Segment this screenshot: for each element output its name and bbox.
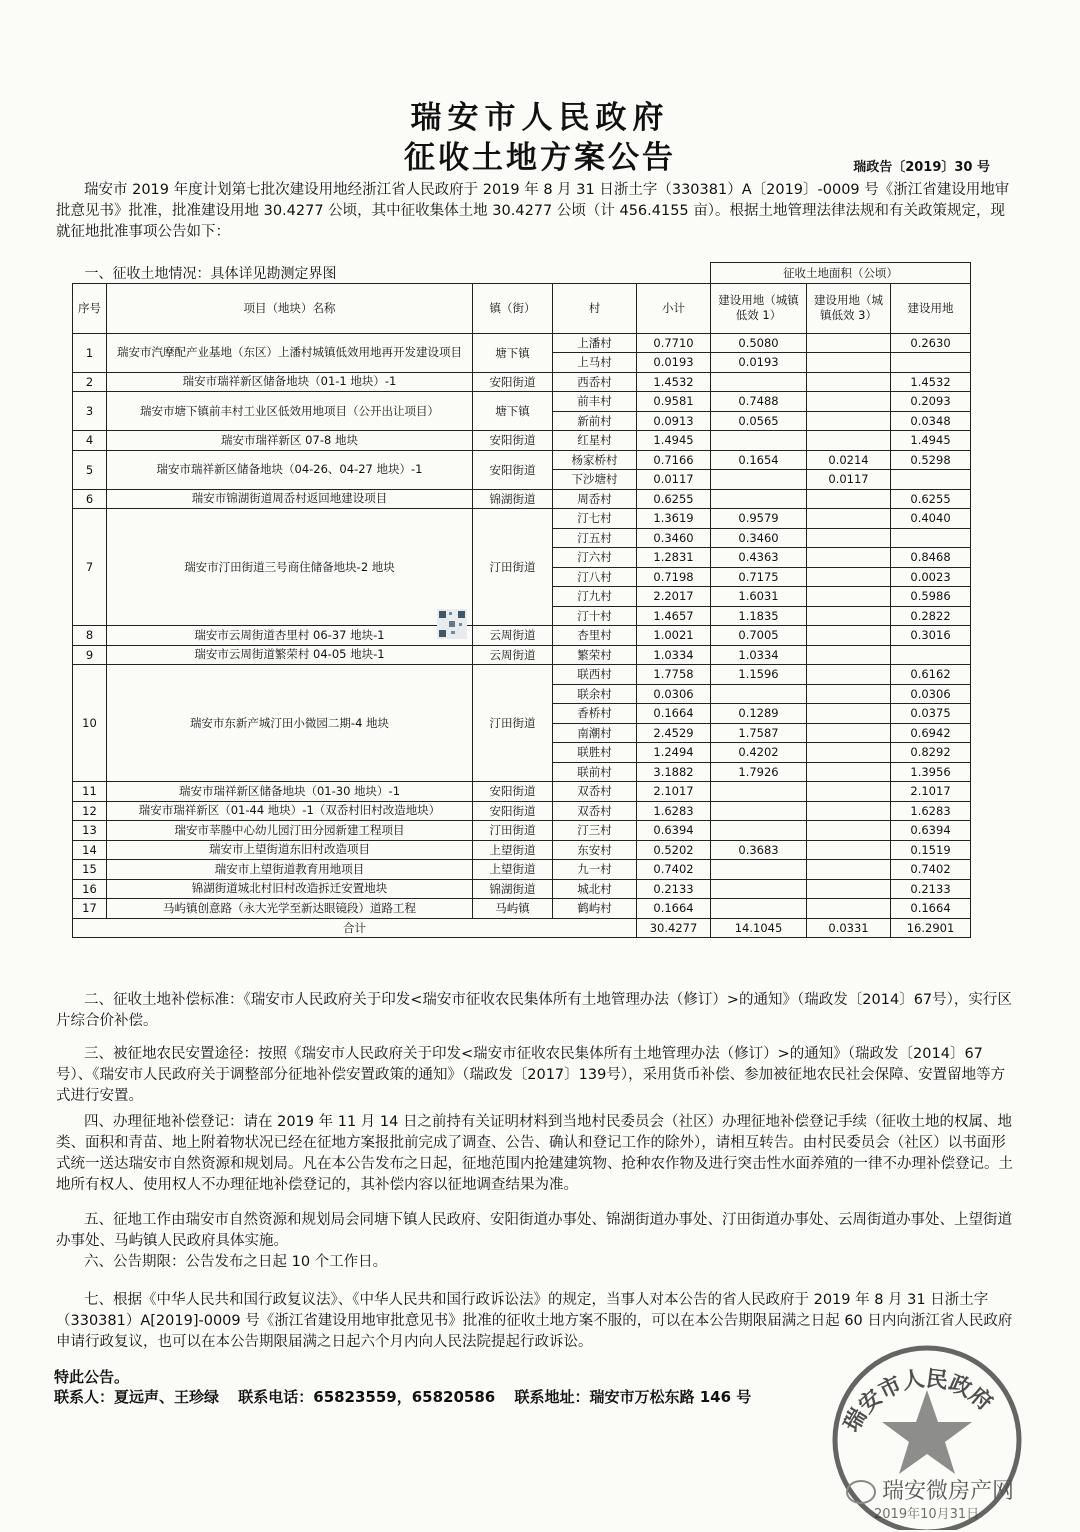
header-build3: 建设用地（城镇低效 3） [807, 283, 891, 333]
row-build: 2.1017 [891, 782, 971, 802]
row-build: 0.0306 [891, 684, 971, 704]
row-build: 0.2133 [891, 879, 971, 899]
row-seq: 11 [73, 782, 107, 802]
row-seq: 6 [73, 489, 107, 509]
row-build: 0.6162 [891, 665, 971, 685]
row-build3 [807, 782, 891, 802]
paragraph-compensation-standard: 二、征收土地补偿标准：《瑞安市人民政府关于印发<瑞安市征收农民集体所有土地管理办法（修订）>的通知》（瑞政发〔2014〕67号），实行区片综合价补偿。 [56, 992, 1012, 1029]
row-build3 [807, 587, 891, 607]
row-project: 瑞安市瑞祥新区（01-44 地块）-1（双岙村旧村改造地块） [107, 801, 473, 821]
row-town: 上望街道 [473, 860, 553, 880]
row-build: 0.4040 [891, 509, 971, 529]
row-village: 汀六村 [553, 548, 637, 568]
row-build1: 1.1835 [711, 606, 807, 626]
table-row [73, 450, 971, 470]
row-build3 [807, 801, 891, 821]
row-subtotal: 0.9581 [637, 392, 711, 412]
row-village: 双岙村 [553, 782, 637, 802]
row-town: 云周街道 [473, 645, 553, 665]
paragraph-notice-period: 六、公告期限：公告发布之日起 10 个工作日。 [84, 1254, 388, 1270]
row-subtotal: 1.7758 [637, 665, 711, 685]
row-build3: 0.0214 [807, 450, 891, 470]
row-seq: 3 [73, 392, 107, 431]
row-build: 0.8292 [891, 743, 971, 763]
row-build3 [807, 392, 891, 412]
row-build1: 0.0193 [711, 353, 807, 373]
row-town: 锦湖街道 [473, 489, 553, 509]
table-row [73, 840, 971, 860]
row-town: 安阳街道 [473, 801, 553, 821]
row-seq: 14 [73, 840, 107, 860]
row-build: 0.7402 [891, 860, 971, 880]
table-row [73, 392, 971, 412]
table-row [73, 509, 971, 529]
row-project: 瑞安市瑞祥新区 07-8 地块 [107, 431, 473, 451]
row-town: 汀田街道 [473, 665, 553, 782]
row-project: 瑞安市瑞祥新区储备地块（04-26、04-27 地块）-1 [107, 450, 473, 489]
intro-paragraph: 瑞安市 2019 年度计划第七批次建设用地经浙江省人民政府于 2019 年 8 月 31 日浙土字（330381）A〔2019〕-0009 号《浙江省建设用地审批意见书》批准，批准建设用地 30.4277 公顷，其中征收集体土地 30.4277 公顷（计 456.4155 亩）。根据土地管理法律法规和有关政策规定，现就征地批准事项公告如下： [56, 182, 1010, 240]
row-build1 [711, 372, 807, 392]
row-subtotal: 1.4945 [637, 431, 711, 451]
row-seq: 15 [73, 860, 107, 880]
row-project: 马屿镇创意路（永大光学至新达眼镜段）道路工程 [107, 899, 473, 919]
row-town: 上望街道 [473, 840, 553, 860]
row-build: 0.5986 [891, 587, 971, 607]
row-subtotal: 0.0193 [637, 353, 711, 373]
row-build [891, 645, 971, 665]
row-seq: 4 [73, 431, 107, 451]
svg-text:2019年10月31日: 2019年10月31日 [874, 1507, 980, 1522]
row-project: 瑞安市汀田街道三号商住储备地块-2 地块 [107, 509, 473, 626]
row-village: 汀五村 [553, 528, 637, 548]
row-village: 鹤屿村 [553, 899, 637, 919]
row-build1 [711, 782, 807, 802]
closing-line: 特此公告。 [54, 1368, 130, 1386]
notice-title-line2: 征收土地方案公告 [404, 140, 676, 176]
row-subtotal: 0.1664 [637, 704, 711, 724]
row-village: 南潮村 [553, 723, 637, 743]
row-seq: 1 [73, 333, 107, 372]
row-build: 0.6942 [891, 723, 971, 743]
table-row [73, 879, 971, 899]
row-build1: 1.1596 [711, 665, 807, 685]
row-build1 [711, 431, 807, 451]
row-build1: 0.7488 [711, 392, 807, 412]
section1-title: 一、征收土地情况：具体详见勘测定界图 [84, 265, 337, 282]
row-build1: 0.7005 [711, 626, 807, 646]
row-build3 [807, 860, 891, 880]
row-build: 0.2822 [891, 606, 971, 626]
row-village: 上马村 [553, 353, 637, 373]
row-build1: 0.0565 [711, 411, 807, 431]
row-build3 [807, 704, 891, 724]
row-subtotal: 1.3619 [637, 509, 711, 529]
row-build1: 0.3460 [711, 528, 807, 548]
row-town: 云周街道 [473, 626, 553, 646]
qr-code-icon [437, 609, 467, 639]
row-subtotal: 0.2133 [637, 879, 711, 899]
row-subtotal: 1.2831 [637, 548, 711, 568]
row-build1: 1.7587 [711, 723, 807, 743]
contact-address: 联系地址：瑞安市万松东路 146 号 [514, 1388, 752, 1406]
row-build3 [807, 879, 891, 899]
row-build1 [711, 684, 807, 704]
row-subtotal: 0.7402 [637, 860, 711, 880]
row-build3 [807, 645, 891, 665]
row-seq: 8 [73, 626, 107, 646]
row-build3 [807, 411, 891, 431]
row-village: 联余村 [553, 684, 637, 704]
header-village: 村 [553, 283, 637, 333]
row-build: 0.3016 [891, 626, 971, 646]
table-row [73, 489, 971, 509]
row-village: 汀三村 [553, 821, 637, 841]
table-row [73, 372, 971, 392]
row-build3 [807, 548, 891, 568]
row-build [891, 353, 971, 373]
row-seq: 2 [73, 372, 107, 392]
row-build3 [807, 372, 891, 392]
row-project: 瑞安市上望街道教育用地项目 [107, 860, 473, 880]
area-group-header: 征收土地面积（公顷） [711, 263, 971, 284]
row-build1: 0.9579 [711, 509, 807, 529]
svg-text:瑞安市人民政府: 瑞安市人民政府 [838, 1365, 998, 1437]
table-row [73, 801, 971, 821]
row-subtotal: 2.1017 [637, 782, 711, 802]
row-village: 香桥村 [553, 704, 637, 724]
header-build: 建设用地 [891, 283, 971, 333]
land-acquisition-table [72, 262, 971, 938]
table-row [73, 899, 971, 919]
row-village: 九一村 [553, 860, 637, 880]
row-build: 0.6255 [891, 489, 971, 509]
row-subtotal: 2.2017 [637, 587, 711, 607]
row-build3 [807, 333, 891, 353]
row-town: 马屿镇 [473, 899, 553, 919]
row-build1: 1.6031 [711, 587, 807, 607]
header-seq: 序号 [73, 283, 107, 333]
row-build [891, 528, 971, 548]
total-label: 合计 [73, 918, 637, 938]
row-subtotal: 0.6394 [637, 821, 711, 841]
row-village: 城北村 [553, 879, 637, 899]
row-subtotal: 0.0913 [637, 411, 711, 431]
row-build3 [807, 353, 891, 373]
row-build: 0.1664 [891, 899, 971, 919]
row-village: 双岙村 [553, 801, 637, 821]
row-village: 下沙塘村 [553, 470, 637, 490]
row-village: 新前村 [553, 411, 637, 431]
table-row [73, 333, 971, 353]
row-build: 1.4945 [891, 431, 971, 451]
row-subtotal: 0.7166 [637, 450, 711, 470]
table-row [73, 782, 971, 802]
paragraph-implementation: 五、征地工作由瑞安市自然资源和规划局会同塘下镇人民政府、安阳街道办事处、锦湖街道办事处、汀田街道办事处、云周街道办事处、上望街道办事处、马屿镇人民政府具体实施。 [56, 1212, 1012, 1249]
row-build3 [807, 684, 891, 704]
row-project: 瑞安市瑞祥新区储备地块（01-30 地块）-1 [107, 782, 473, 802]
row-build1: 0.4202 [711, 743, 807, 763]
table-row [73, 645, 971, 665]
row-village: 汀七村 [553, 509, 637, 529]
row-seq: 12 [73, 801, 107, 821]
table-row [73, 626, 971, 646]
row-seq: 13 [73, 821, 107, 841]
row-build3 [807, 509, 891, 529]
row-build3 [807, 723, 891, 743]
row-build3 [807, 528, 891, 548]
row-village: 汀十村 [553, 606, 637, 626]
row-village: 繁荣村 [553, 645, 637, 665]
row-village: 联胜村 [553, 743, 637, 763]
row-project: 瑞安市莘塍中心幼儿园汀田分园新建工程项目 [107, 821, 473, 841]
row-town: 安阳街道 [473, 782, 553, 802]
row-village: 前丰村 [553, 392, 637, 412]
row-build1 [711, 879, 807, 899]
row-subtotal: 2.4529 [637, 723, 711, 743]
row-build3 [807, 762, 891, 782]
row-build: 0.6394 [891, 821, 971, 841]
row-town: 安阳街道 [473, 431, 553, 451]
row-subtotal: 1.4532 [637, 372, 711, 392]
row-village: 周岙村 [553, 489, 637, 509]
row-subtotal: 0.6255 [637, 489, 711, 509]
contact-phone: 联系电话：65823559，65820586 [238, 1388, 496, 1406]
header-town: 镇（街） [473, 283, 553, 333]
row-project: 瑞安市瑞祥新区储备地块（01-1 地块）-1 [107, 372, 473, 392]
row-subtotal: 0.0117 [637, 470, 711, 490]
row-seq: 7 [73, 509, 107, 626]
total-build1: 14.1045 [711, 918, 807, 938]
total-build: 16.2901 [891, 918, 971, 938]
contact-person: 联系人：夏远声、王珍绿 [54, 1388, 220, 1406]
row-build: 1.3956 [891, 762, 971, 782]
row-subtotal: 0.0306 [637, 684, 711, 704]
paragraph-legal-remedy: 七、根据《中华人民共和国行政复议法》、《中华人民共和国行政诉讼法》的规定，当事人对本公告的省人民政府于 2019 年 8 月 31 日浙土字（330381）A[2019]-0009 号《浙江省建设用地审批意见书》批准的征收土地方案不服的，可以在本公告期限届满之日起 60 日内向浙江省人民政府申请行政复议，也可以在本公告期限届满之日起六个月内向人民法院提起行政诉讼。 [56, 1292, 1013, 1350]
row-project: 瑞安市汽摩配产业基地（东区）上潘村城镇低效用地再开发建设项目 [107, 333, 473, 372]
row-build1 [711, 470, 807, 490]
row-build: 0.0023 [891, 567, 971, 587]
row-seq: 17 [73, 899, 107, 919]
row-build1: 0.1289 [711, 704, 807, 724]
row-build1: 0.4363 [711, 548, 807, 568]
row-project: 瑞安市塘下镇前丰村工业区低效用地项目（公开出让项目） [107, 392, 473, 431]
watermark [846, 1474, 1014, 1505]
row-town: 汀田街道 [473, 821, 553, 841]
row-build1 [711, 801, 807, 821]
row-project: 瑞安市云周街道繁荣村 04-05 地块-1 [107, 645, 473, 665]
row-build: 0.0348 [891, 411, 971, 431]
row-town: 安阳街道 [473, 372, 553, 392]
row-subtotal: 1.4657 [637, 606, 711, 626]
header-project: 项目（地块）名称 [107, 283, 473, 333]
row-project: 瑞安市东新产城汀田小微园二期-4 地块 [107, 665, 473, 782]
row-subtotal: 0.3460 [637, 528, 711, 548]
row-village: 联前村 [553, 762, 637, 782]
row-village: 杏里村 [553, 626, 637, 646]
row-build1: 0.3683 [711, 840, 807, 860]
row-town: 塘下镇 [473, 392, 553, 431]
contact-line [54, 1386, 765, 1407]
row-subtotal: 0.5202 [637, 840, 711, 860]
row-build3: 0.0117 [807, 470, 891, 490]
row-subtotal: 0.7710 [637, 333, 711, 353]
table-row [73, 665, 971, 685]
row-subtotal: 0.1664 [637, 899, 711, 919]
row-build: 1.6283 [891, 801, 971, 821]
row-build: 0.5298 [891, 450, 971, 470]
row-town: 安阳街道 [473, 450, 553, 489]
row-build3 [807, 606, 891, 626]
row-subtotal: 1.6283 [637, 801, 711, 821]
row-village: 汀九村 [553, 587, 637, 607]
row-build1: 0.7175 [711, 567, 807, 587]
total-subtotal: 30.4277 [637, 918, 711, 938]
row-build3 [807, 567, 891, 587]
row-build [891, 470, 971, 490]
row-build1 [711, 899, 807, 919]
document-number: 瑞政告〔2019〕30 号 [853, 160, 990, 175]
row-build1: 1.7926 [711, 762, 807, 782]
row-town: 塘下镇 [473, 333, 553, 372]
table-total-row [73, 918, 971, 938]
row-project: 瑞安市云周街道杏里村 06-37 地块-1 [107, 626, 473, 646]
row-build1: 1.0334 [711, 645, 807, 665]
table-row [73, 431, 971, 451]
row-seq: 10 [73, 665, 107, 782]
row-subtotal: 1.0021 [637, 626, 711, 646]
table-row [73, 821, 971, 841]
row-seq: 9 [73, 645, 107, 665]
row-seq: 5 [73, 450, 107, 489]
row-build3 [807, 840, 891, 860]
row-town: 汀田街道 [473, 509, 553, 626]
row-village: 西岙村 [553, 372, 637, 392]
row-build3 [807, 431, 891, 451]
row-project: 锦湖街道城北村旧村改造拆迁安置地块 [107, 879, 473, 899]
row-build3 [807, 821, 891, 841]
row-subtotal: 1.0334 [637, 645, 711, 665]
row-build1 [711, 821, 807, 841]
row-subtotal: 1.2494 [637, 743, 711, 763]
row-town: 锦湖街道 [473, 879, 553, 899]
row-build1: 0.5080 [711, 333, 807, 353]
row-build: 0.2093 [891, 392, 971, 412]
row-build: 0.0375 [891, 704, 971, 724]
row-build3 [807, 743, 891, 763]
row-subtotal: 3.1882 [637, 762, 711, 782]
row-village: 联西村 [553, 665, 637, 685]
row-build3 [807, 665, 891, 685]
row-village: 红星村 [553, 431, 637, 451]
wechat-icon [846, 1480, 876, 1504]
row-build1 [711, 489, 807, 509]
row-build: 1.4532 [891, 372, 971, 392]
row-build: 0.1519 [891, 840, 971, 860]
watermark-text: 瑞安微房产网 [882, 1479, 1015, 1504]
header-subtotal: 小计 [637, 283, 711, 333]
row-village: 汀八村 [553, 567, 637, 587]
row-build3 [807, 489, 891, 509]
row-build1: 0.1654 [711, 450, 807, 470]
total-build3: 0.0331 [807, 918, 891, 938]
row-subtotal: 0.7198 [637, 567, 711, 587]
row-build3 [807, 899, 891, 919]
row-village: 东安村 [553, 840, 637, 860]
row-build: 0.8468 [891, 548, 971, 568]
row-build1 [711, 860, 807, 880]
row-project: 瑞安市上望街道东旧村改造项目 [107, 840, 473, 860]
row-village: 杨家桥村 [553, 450, 637, 470]
header-build1: 建设用地（城镇低效 1） [711, 283, 807, 333]
row-seq: 16 [73, 879, 107, 899]
notice-title-line1: 瑞安市人民政府 [410, 100, 670, 136]
table-row [73, 860, 971, 880]
row-build3 [807, 626, 891, 646]
paragraph-registration: 四、办理征地补偿登记：请在 2019 年 11 月 14 日之前持有关证明材料到当地村民委员会（社区）办理征地补偿登记手续（征收土地的权属、地类、面积和青苗、地上附着物状况已经在征地方案报批前完成了调查、公告、确认和登记工作的除外），请相互转告。由村民委员会（社区）以书面形式统一送达瑞安市自然资源和规划局。凡在本公告发布之日起，征地范围内抢建建筑物、抢种农作物及进行突击性水面养殖的一律不办理补偿登记。土地所有权人、使用权人不办理征地补偿登记的，其补偿内容以征地调查结果为准。 [56, 1114, 1013, 1193]
row-project: 瑞安市锦湖街道周岙村返回地建设项目 [107, 489, 473, 509]
row-village: 上潘村 [553, 333, 637, 353]
row-build: 0.2630 [891, 333, 971, 353]
paragraph-resettlement: 三、被征地农民安置途径：按照《瑞安市人民政府关于印发<瑞安市征收农民集体所有土地管理办法（修订）>的通知》（瑞政发〔2014〕67号）、《瑞安市人民政府关于调整部分征地补偿安置政策的通知》（瑞政发〔2017〕139号），采用货币补偿、参加被征地农民社会保障、安置留地等方式进行安置。 [56, 1046, 1006, 1104]
